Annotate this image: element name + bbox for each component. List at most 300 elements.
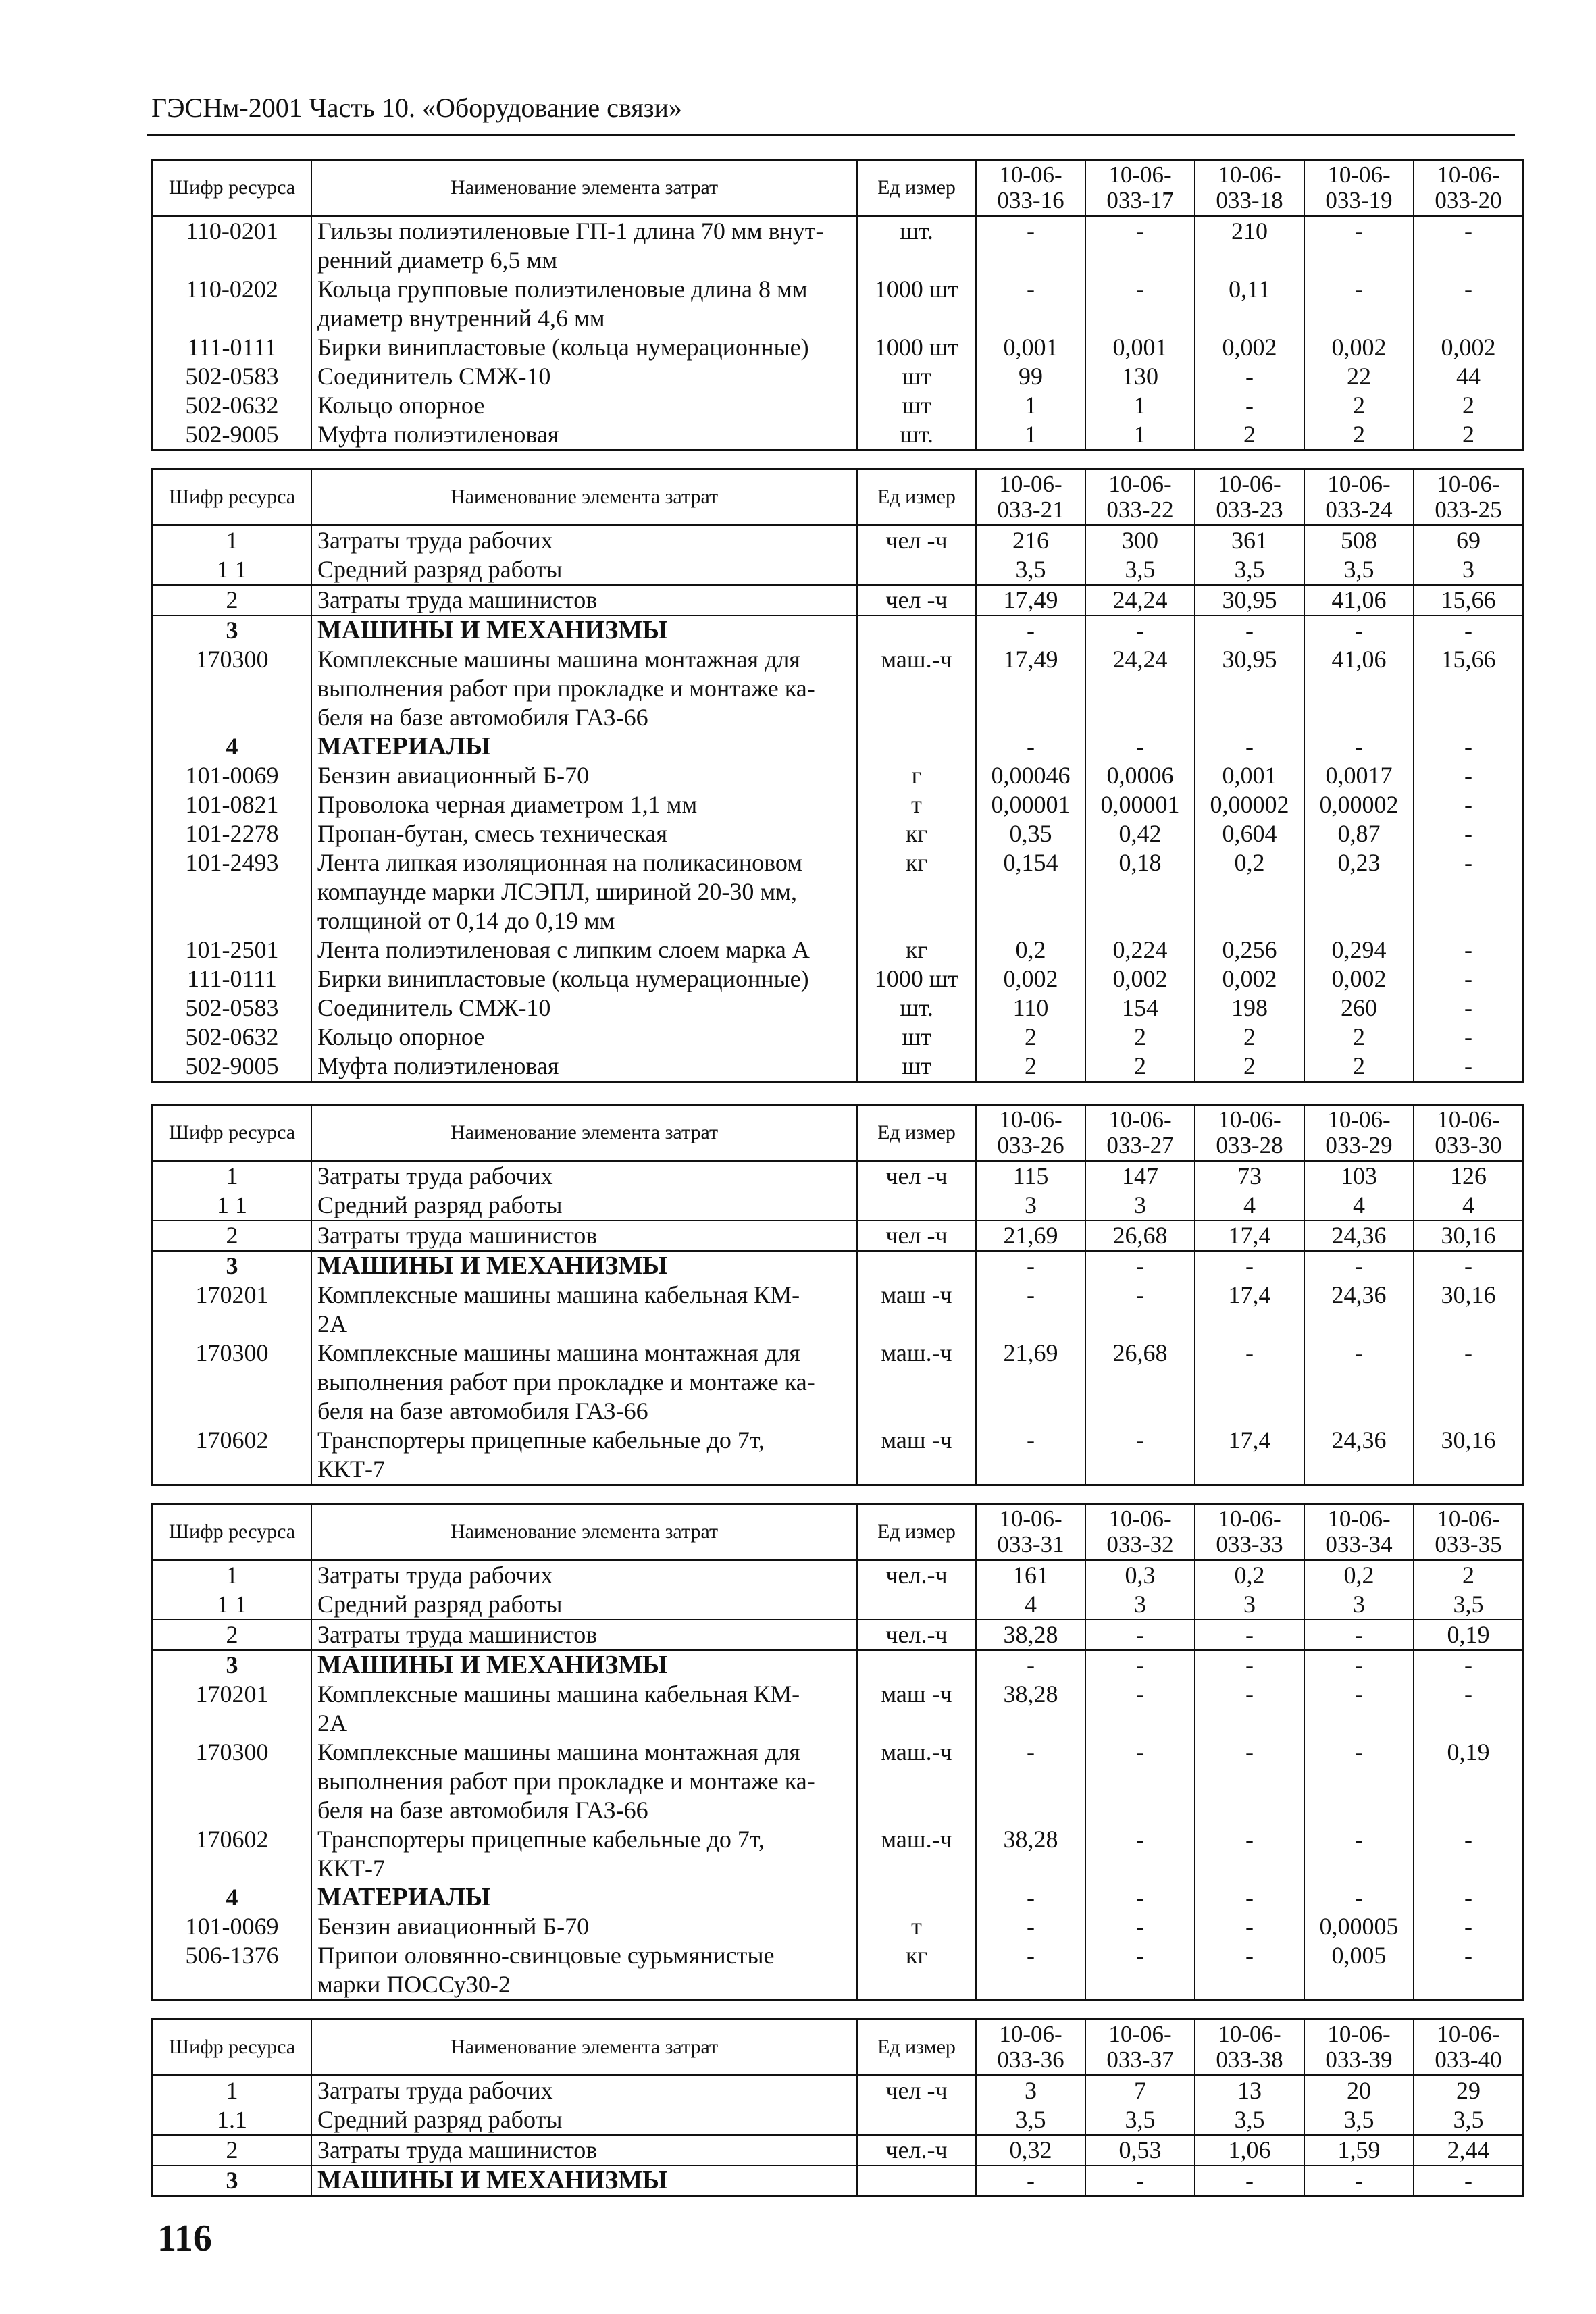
- norm-value-cell: -: [976, 1941, 1085, 2001]
- norm-code-suffix: 033-39: [1325, 2047, 1393, 2073]
- norm-value-cell: 0,002: [1085, 965, 1195, 994]
- table-header: [153, 2020, 1524, 2076]
- table-header: [153, 1504, 1524, 1560]
- norm-value-cell: -: [1414, 1680, 1524, 1738]
- norm-value-cell: -: [1085, 615, 1195, 645]
- norm-value-cell: -: [1085, 275, 1195, 333]
- table-row: [153, 585, 1524, 615]
- cost-item-name-cell: Бензин авиационный Б-70: [311, 1912, 857, 1941]
- unit-cell: чел -ч: [857, 2076, 976, 2106]
- table-row: [153, 645, 1524, 732]
- norm-code-prefix: 10-06-: [1327, 161, 1391, 188]
- norm-value-cell: 0,00005: [1304, 1912, 1414, 1941]
- cost-item-name-cell: Комплексные машины машина кабельная КМ- 2А: [311, 1680, 857, 1738]
- norm-code-prefix: 10-06-: [1218, 2021, 1281, 2047]
- norm-value-cell: -: [1195, 1620, 1304, 1650]
- norm-value-cell: 3,5: [1195, 555, 1304, 585]
- norm-value-cell: -: [1414, 1339, 1524, 1426]
- norm-value-cell: 3,5: [976, 555, 1085, 585]
- resource-code-header: Шифр ресурса: [153, 1105, 312, 1161]
- norm-value-cell: -: [976, 275, 1085, 333]
- table-row: [153, 1426, 1524, 1485]
- norm-code-prefix: 10-06-: [1218, 1106, 1281, 1133]
- resource-code-cell: 111-0111: [153, 965, 312, 994]
- norm-value-cell: 0,32: [976, 2135, 1085, 2165]
- norm-value-cell: 198: [1195, 994, 1304, 1023]
- norm-value-cell: 69: [1414, 525, 1524, 556]
- norm-value-cell: 3: [976, 1191, 1085, 1220]
- cost-item-name-cell: Затраты труда рабочих: [311, 2076, 857, 2106]
- norm-value-cell: -: [1304, 2165, 1414, 2196]
- norm-value-cell: 17,49: [976, 645, 1085, 732]
- norm-value-cell: 0,35: [976, 819, 1085, 848]
- norm-value-cell: -: [1304, 732, 1414, 761]
- norm-value-cell: -: [1414, 216, 1524, 276]
- norm-value-cell: 3: [1195, 1590, 1304, 1620]
- norm-code-suffix: 033-34: [1325, 1531, 1393, 1558]
- norm-value-cell: 0,002: [1195, 965, 1304, 994]
- norm-code-suffix: 033-36: [997, 2047, 1064, 2073]
- norm-code-suffix: 033-19: [1325, 187, 1393, 213]
- cost-item-name-cell: Затраты труда рабочих: [311, 1161, 857, 1191]
- norm-value-cell: 17,4: [1195, 1220, 1304, 1251]
- norm-code-prefix: 10-06-: [1437, 1506, 1500, 1532]
- norm-value-cell: 3,5: [1195, 2105, 1304, 2135]
- norm-value-cell: -: [976, 216, 1085, 276]
- norm-value-cell: 0,00002: [1304, 790, 1414, 819]
- norm-value-cell: -: [1195, 362, 1304, 391]
- norm-value-cell: -: [1195, 615, 1304, 645]
- norm-value-cell: 210: [1195, 216, 1304, 276]
- resource-code-cell: 506-1376: [153, 1941, 312, 2001]
- unit-cell: [857, 1650, 976, 1680]
- cost-item-name-cell: Средний разряд работы: [311, 1590, 857, 1620]
- norm-code-prefix: 10-06-: [1108, 1106, 1172, 1133]
- norm-code-header: [1195, 2020, 1304, 2076]
- norm-value-cell: 0,19: [1414, 1738, 1524, 1825]
- header-row: [153, 2020, 1524, 2076]
- resource-code-cell: 3: [153, 2165, 312, 2196]
- table-header: [153, 160, 1524, 216]
- unit-cell: г: [857, 761, 976, 790]
- norm-value-cell: -: [1414, 1251, 1524, 1281]
- resource-code-header: Шифр ресурса: [153, 160, 312, 216]
- norm-value-cell: -: [1414, 935, 1524, 965]
- norm-value-cell: 3: [1085, 1191, 1195, 1220]
- norm-value-cell: 3,5: [1085, 555, 1195, 585]
- norm-value-cell: 0,00001: [1085, 790, 1195, 819]
- unit-cell: [857, 1590, 976, 1620]
- cost-item-name-cell: Средний разряд работы: [311, 2105, 857, 2135]
- norm-value-cell: -: [1195, 1883, 1304, 1912]
- cost-item-name-cell: Комплексные машины машина кабельная КМ- 2А: [311, 1281, 857, 1339]
- norm-code-header: [1085, 469, 1195, 525]
- norm-code-prefix: 10-06-: [1108, 1506, 1172, 1532]
- norm-table: [151, 1104, 1524, 1486]
- norm-value-cell: -: [1414, 1912, 1524, 1941]
- norm-code-header: [1304, 1504, 1414, 1560]
- norm-value-cell: -: [1304, 1825, 1414, 1883]
- norm-value-cell: -: [1195, 1650, 1304, 1680]
- table-row: [153, 362, 1524, 391]
- norm-code-suffix: 033-23: [1216, 496, 1283, 523]
- norm-value-cell: 24,36: [1304, 1281, 1414, 1339]
- table-row: [153, 333, 1524, 362]
- norm-code-header: [1085, 1105, 1195, 1161]
- resource-code-cell: 170201: [153, 1680, 312, 1738]
- norm-code-header: [1085, 2020, 1195, 2076]
- cost-item-name-cell: МАШИНЫ И МЕХАНИЗМЫ: [311, 1251, 857, 1281]
- norm-code-prefix: 10-06-: [999, 161, 1062, 188]
- cost-item-name-cell: Транспортеры прицепные кабельные до 7т, ККТ-7: [311, 1426, 857, 1485]
- norm-code-header: [1414, 160, 1524, 216]
- table-row: [153, 1941, 1524, 2001]
- norm-value-cell: -: [976, 1738, 1085, 1825]
- norm-code-prefix: 10-06-: [1327, 1106, 1391, 1133]
- norm-value-cell: 99: [976, 362, 1085, 391]
- unit-cell: шт.: [857, 216, 976, 276]
- norm-value-cell: -: [976, 1650, 1085, 1680]
- norm-value-cell: 2: [1304, 420, 1414, 451]
- norm-value-cell: -: [1085, 1426, 1195, 1485]
- norm-value-cell: 0,0006: [1085, 761, 1195, 790]
- table-row: [153, 1560, 1524, 1591]
- table-row: [153, 1052, 1524, 1082]
- resource-code-cell: 502-0583: [153, 362, 312, 391]
- table-header: [153, 469, 1524, 525]
- table-row: [153, 1738, 1524, 1825]
- unit-cell: т: [857, 1912, 976, 1941]
- unit-cell: кг: [857, 819, 976, 848]
- norm-code-prefix: 10-06-: [1108, 161, 1172, 188]
- norm-value-cell: -: [1085, 2165, 1195, 2196]
- norm-code-prefix: 10-06-: [1108, 471, 1172, 497]
- norm-value-cell: 1: [976, 391, 1085, 420]
- resource-code-cell: 101-2501: [153, 935, 312, 965]
- unit-cell: [857, 555, 976, 585]
- norm-value-cell: 1: [976, 420, 1085, 451]
- norm-value-cell: 21,69: [976, 1339, 1085, 1426]
- norm-value-cell: 26,68: [1085, 1220, 1195, 1251]
- norm-code-suffix: 033-33: [1216, 1531, 1283, 1558]
- cost-item-name-cell: Муфта полиэтиленовая: [311, 420, 857, 451]
- norm-value-cell: 0,604: [1195, 819, 1304, 848]
- unit-cell: [857, 2105, 976, 2135]
- norm-value-cell: 21,69: [976, 1220, 1085, 1251]
- norm-value-cell: -: [1195, 1825, 1304, 1883]
- cost-item-name-cell: Проволока черная диаметром 1,1 мм: [311, 790, 857, 819]
- norm-code-header: [976, 1504, 1085, 1560]
- norm-code-prefix: 10-06-: [999, 2021, 1062, 2047]
- norm-value-cell: 0,2: [1195, 848, 1304, 935]
- norm-value-cell: 0,256: [1195, 935, 1304, 965]
- resource-code-cell: 101-0069: [153, 761, 312, 790]
- header-row: [153, 1105, 1524, 1161]
- norm-value-cell: -: [1414, 1052, 1524, 1082]
- resource-code-cell: 3: [153, 615, 312, 645]
- table-row: [153, 1620, 1524, 1650]
- norm-value-cell: 2: [1414, 391, 1524, 420]
- norm-code-suffix: 033-32: [1106, 1531, 1174, 1558]
- table-row: [153, 1912, 1524, 1941]
- unit-cell: маш -ч: [857, 1680, 976, 1738]
- norm-value-cell: 41,06: [1304, 645, 1414, 732]
- norm-value-cell: 0,001: [1195, 761, 1304, 790]
- norm-tables: [151, 159, 1511, 2214]
- norm-value-cell: -: [1195, 1251, 1304, 1281]
- table-body: [153, 216, 1524, 451]
- resource-code-cell: 1: [153, 1161, 312, 1191]
- table-row: [153, 525, 1524, 556]
- norm-value-cell: -: [1414, 1650, 1524, 1680]
- norm-code-suffix: 033-37: [1106, 2047, 1174, 2073]
- norm-value-cell: -: [1085, 1912, 1195, 1941]
- unit-cell: маш -ч: [857, 1426, 976, 1485]
- unit-cell: кг: [857, 1941, 976, 2001]
- norm-code-prefix: 10-06-: [1327, 471, 1391, 497]
- norm-value-cell: 30,95: [1195, 585, 1304, 615]
- cost-item-name-cell: Комплексные машины машина монтажная для выполнения работ при прокладке и монтаже ка- беля на базе автомобиля ГАЗ-66: [311, 645, 857, 732]
- norm-code-header: [1195, 160, 1304, 216]
- norm-code-suffix: 033-25: [1435, 496, 1502, 523]
- resource-code-cell: 2: [153, 2135, 312, 2165]
- norm-value-cell: 154: [1085, 994, 1195, 1023]
- cost-item-header: Наименование элемента затрат: [311, 469, 857, 525]
- norm-value-cell: -: [1304, 1883, 1414, 1912]
- norm-value-cell: 29: [1414, 2076, 1524, 2106]
- norm-value-cell: -: [1195, 1738, 1304, 1825]
- norm-code-suffix: 033-18: [1216, 187, 1283, 213]
- table-row: [153, 819, 1524, 848]
- cost-item-name-cell: МАШИНЫ И МЕХАНИЗМЫ: [311, 1650, 857, 1680]
- norm-value-cell: 0,00046: [976, 761, 1085, 790]
- norm-value-cell: 3: [1304, 1590, 1414, 1620]
- norm-code-suffix: 033-26: [997, 1132, 1064, 1158]
- norm-code-header: [1304, 1105, 1414, 1161]
- norm-value-cell: 2: [1304, 1052, 1414, 1082]
- unit-cell: маш.-ч: [857, 645, 976, 732]
- norm-value-cell: 3: [976, 2076, 1085, 2106]
- unit-cell: шт.: [857, 994, 976, 1023]
- unit-cell: т: [857, 790, 976, 819]
- norm-value-cell: 110: [976, 994, 1085, 1023]
- norm-value-cell: -: [976, 1251, 1085, 1281]
- norm-code-suffix: 033-31: [997, 1531, 1064, 1558]
- norm-value-cell: 4: [1195, 1191, 1304, 1220]
- unit-cell: чел -ч: [857, 1220, 976, 1251]
- norm-value-cell: 0,53: [1085, 2135, 1195, 2165]
- norm-code-prefix: 10-06-: [1327, 1506, 1391, 1532]
- table-row: [153, 391, 1524, 420]
- norm-value-cell: 2: [1085, 1052, 1195, 1082]
- unit-header: Ед измер: [857, 160, 976, 216]
- norm-value-cell: -: [1085, 1680, 1195, 1738]
- resource-code-cell: 110-0202: [153, 275, 312, 333]
- unit-cell: чел.-ч: [857, 1620, 976, 1650]
- resource-code-cell: 1 1: [153, 1191, 312, 1220]
- resource-code-cell: 502-9005: [153, 420, 312, 451]
- norm-value-cell: 0,002: [1414, 333, 1524, 362]
- norm-code-prefix: 10-06-: [999, 1106, 1062, 1133]
- norm-value-cell: 15,66: [1414, 645, 1524, 732]
- table-row: [153, 275, 1524, 333]
- cost-item-name-cell: Средний разряд работы: [311, 555, 857, 585]
- norm-value-cell: -: [1304, 216, 1414, 276]
- norm-value-cell: 30,16: [1414, 1281, 1524, 1339]
- norm-code-suffix: 033-24: [1325, 496, 1393, 523]
- norm-value-cell: 1: [1085, 391, 1195, 420]
- cost-item-name-cell: Транспортеры прицепные кабельные до 7т, ККТ-7: [311, 1825, 857, 1883]
- norm-code-header: [1304, 160, 1414, 216]
- norm-value-cell: 0,3: [1085, 1560, 1195, 1591]
- norm-value-cell: 3: [1414, 555, 1524, 585]
- norm-value-cell: 0,00002: [1195, 790, 1304, 819]
- norm-value-cell: -: [1085, 1883, 1195, 1912]
- norm-code-header: [976, 1105, 1085, 1161]
- norm-value-cell: 508: [1304, 525, 1414, 556]
- norm-value-cell: 0,002: [1195, 333, 1304, 362]
- norm-value-cell: 2: [1304, 1023, 1414, 1052]
- resource-code-cell: 101-0821: [153, 790, 312, 819]
- norm-table: [151, 159, 1524, 451]
- norm-value-cell: 3,5: [976, 2105, 1085, 2135]
- norm-value-cell: -: [1085, 1941, 1195, 2001]
- norm-value-cell: 3,5: [1085, 2105, 1195, 2135]
- norm-value-cell: -: [1414, 275, 1524, 333]
- cost-item-name-cell: Гильзы полиэтиленовые ГП-1 длина 70 мм внут- ренний диаметр 6,5 мм: [311, 216, 857, 276]
- unit-cell: маш.-ч: [857, 1738, 976, 1825]
- norm-code-header: [976, 469, 1085, 525]
- norm-value-cell: -: [1414, 1825, 1524, 1883]
- norm-code-header: [1414, 1504, 1524, 1560]
- resource-code-cell: 170300: [153, 645, 312, 732]
- cost-item-name-cell: Средний разряд работы: [311, 1191, 857, 1220]
- resource-code-cell: 2: [153, 1620, 312, 1650]
- norm-value-cell: -: [1195, 1680, 1304, 1738]
- norm-code-header: [1414, 469, 1524, 525]
- cost-item-name-cell: Затраты труда рабочих: [311, 1560, 857, 1591]
- resource-code-cell: 111-0111: [153, 333, 312, 362]
- resource-code-cell: 170602: [153, 1825, 312, 1883]
- norm-value-cell: -: [1195, 391, 1304, 420]
- norm-value-cell: 130: [1085, 362, 1195, 391]
- norm-value-cell: 0,002: [1304, 333, 1414, 362]
- norm-value-cell: 38,28: [976, 1680, 1085, 1738]
- unit-cell: чел -ч: [857, 585, 976, 615]
- resource-code-cell: 2: [153, 1220, 312, 1251]
- norm-value-cell: 3: [1085, 1590, 1195, 1620]
- norm-value-cell: -: [1304, 1738, 1414, 1825]
- norm-value-cell: -: [1414, 761, 1524, 790]
- norm-value-cell: 0,154: [976, 848, 1085, 935]
- norm-value-cell: -: [1414, 1941, 1524, 2001]
- norm-code-suffix: 033-16: [997, 187, 1064, 213]
- unit-cell: чел -ч: [857, 525, 976, 556]
- norm-value-cell: -: [1414, 994, 1524, 1023]
- norm-value-cell: 161: [976, 1560, 1085, 1591]
- cost-item-name-cell: Комплексные машины машина монтажная для выполнения работ при прокладке и монтаже ка- беля на базе автомобиля ГАЗ-66: [311, 1738, 857, 1825]
- norm-value-cell: 30,16: [1414, 1426, 1524, 1485]
- norm-value-cell: 2,44: [1414, 2135, 1524, 2165]
- unit-cell: шт: [857, 1023, 976, 1052]
- resource-code-cell: 101-2278: [153, 819, 312, 848]
- cost-item-name-cell: Затраты труда машинистов: [311, 1220, 857, 1251]
- norm-code-prefix: 10-06-: [1218, 161, 1281, 188]
- table-row: [153, 1161, 1524, 1191]
- cost-item-name-cell: Бензин авиационный Б-70: [311, 761, 857, 790]
- resource-code-cell: 2: [153, 585, 312, 615]
- norm-value-cell: -: [1304, 275, 1414, 333]
- unit-cell: чел -ч: [857, 1161, 976, 1191]
- table-row: [153, 1883, 1524, 1912]
- resource-code-cell: 4: [153, 732, 312, 761]
- norm-value-cell: 3,5: [1414, 2105, 1524, 2135]
- norm-value-cell: 0,002: [976, 965, 1085, 994]
- norm-code-header: [1085, 160, 1195, 216]
- norm-code-header: [1414, 1105, 1524, 1161]
- norm-value-cell: -: [1085, 1738, 1195, 1825]
- resource-code-cell: 170201: [153, 1281, 312, 1339]
- table-row: [153, 2076, 1524, 2106]
- cost-item-header: Наименование элемента затрат: [311, 160, 857, 216]
- norm-value-cell: 0,87: [1304, 819, 1414, 848]
- unit-cell: [857, 1251, 976, 1281]
- unit-cell: шт.: [857, 420, 976, 451]
- norm-value-cell: 7: [1085, 2076, 1195, 2106]
- table-row: [153, 2165, 1524, 2196]
- norm-code-header: [1195, 1504, 1304, 1560]
- unit-cell: 1000 шт: [857, 333, 976, 362]
- unit-cell: кг: [857, 848, 976, 935]
- cost-item-name-cell: Соединитель СМЖ-10: [311, 994, 857, 1023]
- norm-value-cell: -: [976, 2165, 1085, 2196]
- norm-value-cell: 2: [1195, 420, 1304, 451]
- norm-value-cell: 0,2: [976, 935, 1085, 965]
- norm-value-cell: -: [976, 1281, 1085, 1339]
- table-row: [153, 1023, 1524, 1052]
- resource-code-header: Шифр ресурса: [153, 469, 312, 525]
- norm-code-suffix: 033-17: [1106, 187, 1174, 213]
- norm-value-cell: 0,0017: [1304, 761, 1414, 790]
- cost-item-name-cell: Затраты труда машинистов: [311, 585, 857, 615]
- norm-code-suffix: 033-30: [1435, 1132, 1502, 1158]
- norm-code-prefix: 10-06-: [999, 471, 1062, 497]
- norm-code-header: [976, 160, 1085, 216]
- table-body: [153, 525, 1524, 1082]
- norm-value-cell: 1: [1085, 420, 1195, 451]
- unit-header: Ед измер: [857, 1105, 976, 1161]
- norm-value-cell: -: [1414, 2165, 1524, 2196]
- unit-cell: 1000 шт: [857, 965, 976, 994]
- norm-value-cell: -: [976, 1883, 1085, 1912]
- unit-cell: шт: [857, 391, 976, 420]
- norm-value-cell: 26,68: [1085, 1339, 1195, 1426]
- unit-cell: чел.-ч: [857, 2135, 976, 2165]
- norm-value-cell: -: [1304, 1650, 1414, 1680]
- norm-value-cell: 300: [1085, 525, 1195, 556]
- table-row: [153, 2105, 1524, 2135]
- norm-value-cell: 17,4: [1195, 1281, 1304, 1339]
- page-number: 116: [157, 2217, 212, 2259]
- resource-code-cell: 3: [153, 1650, 312, 1680]
- norm-value-cell: -: [1195, 732, 1304, 761]
- cost-item-name-cell: Кольцо опорное: [311, 391, 857, 420]
- norm-value-cell: -: [1414, 615, 1524, 645]
- resource-code-cell: 170300: [153, 1738, 312, 1825]
- table-row: [153, 848, 1524, 935]
- norm-value-cell: 41,06: [1304, 585, 1414, 615]
- cost-item-name-cell: Кольцо опорное: [311, 1023, 857, 1052]
